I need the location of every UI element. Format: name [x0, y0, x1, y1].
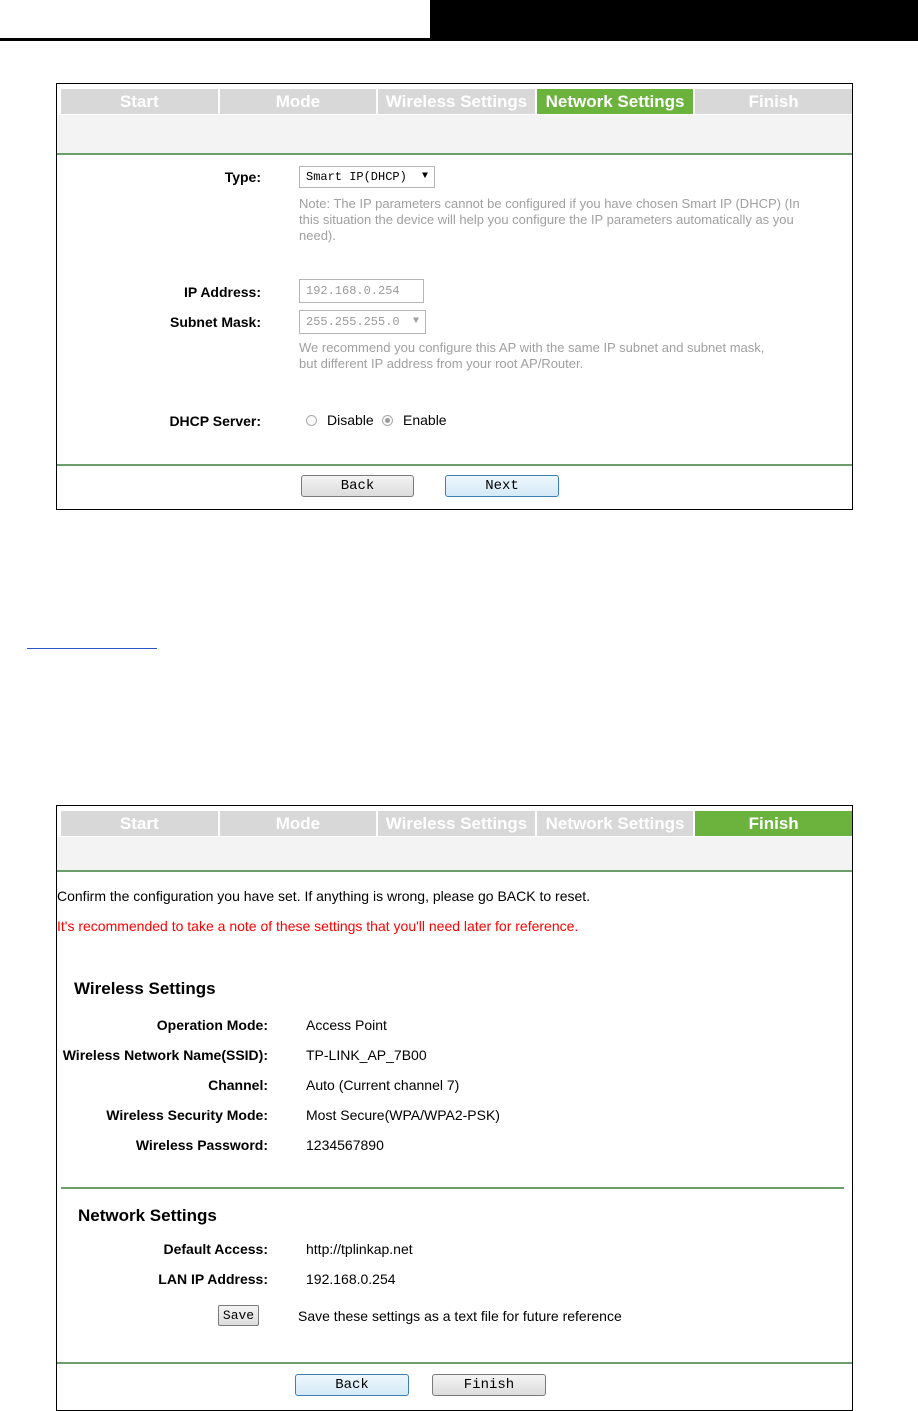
channel-value: Auto (Current channel 7)	[306, 1077, 460, 1093]
wizard-steps	[61, 811, 852, 836]
ip-address-input[interactable]: 192.168.0.254	[299, 279, 424, 303]
next-button[interactable]: Next	[445, 475, 559, 497]
step-finish: Finish	[693, 811, 852, 836]
step-network-settings: Network Settings	[535, 811, 694, 836]
subnet-mask-note: We recommend you configure this AP with the same IP subnet and subnet mask, but different IP address from your root AP/Router.	[299, 340, 765, 371]
divider	[61, 1187, 844, 1189]
header-rule	[0, 38, 430, 41]
subnet-mask-label: Subnet Mask:	[169, 314, 261, 330]
divider	[57, 464, 852, 466]
step-start: Start	[119, 92, 159, 111]
link-underline	[27, 648, 157, 649]
default-access-value: http://tplinkap.net	[306, 1241, 413, 1257]
type-select-value: Smart IP(DHCP)	[306, 170, 407, 184]
step-finish: Finish	[693, 89, 852, 114]
confirm-text: Confirm the configuration you have set. If anything is wrong, please go BACK to reset.	[57, 888, 591, 904]
lan-ip-value: 192.168.0.254	[306, 1271, 396, 1287]
network-settings-title: Network Settings	[78, 1206, 217, 1225]
channel-label: Channel:	[208, 1077, 268, 1093]
step-mode: Mode	[218, 89, 377, 114]
subnet-mask-value: 255.255.255.0	[306, 315, 400, 329]
step-wireless-settings: Wireless Settings	[376, 89, 535, 114]
header-band	[57, 837, 852, 870]
dhcp-disable-label: Disable	[327, 412, 374, 428]
warning-text: It's recommended to take a note of these settings that you'll need later for reference.	[57, 918, 579, 934]
dhcp-enable-label: Enable	[403, 412, 447, 428]
operation-mode-value: Access Point	[306, 1017, 387, 1033]
security-mode-value: Most Secure(WPA/WPA2-PSK)	[306, 1107, 500, 1123]
finish-button[interactable]: Finish	[432, 1374, 546, 1396]
operation-mode-label: Operation Mode:	[156, 1017, 268, 1033]
step-network-settings: Network Settings	[535, 89, 694, 114]
finish-panel	[56, 805, 853, 1411]
step-mode: Mode	[218, 811, 377, 836]
subnet-mask-select[interactable]	[299, 310, 426, 334]
dhcp-server-label: DHCP Server:	[169, 413, 261, 429]
default-access-label: Default Access:	[163, 1241, 268, 1257]
ssid-value: TP-LINK_AP_7B00	[306, 1047, 427, 1063]
ip-address-label: IP Address:	[183, 284, 261, 300]
divider	[57, 1362, 852, 1364]
back-button[interactable]: Back	[295, 1374, 409, 1396]
header-band	[57, 115, 852, 153]
password-label: Wireless Password:	[135, 1137, 268, 1153]
back-button[interactable]: Back	[301, 475, 414, 497]
save-button[interactable]: Save	[218, 1305, 259, 1326]
type-note: Note: The IP parameters cannot be configured if you have chosen Smart IP (DHCP) (In this situation the device will help you configure the IP parameters automatically as you need).	[299, 196, 800, 243]
type-select[interactable]	[299, 166, 435, 188]
network-settings-panel	[56, 83, 853, 510]
divider	[57, 153, 852, 155]
type-label: Type:	[224, 169, 261, 185]
wizard-steps	[61, 89, 852, 114]
chevron-down-icon: ▼	[412, 316, 419, 327]
dhcp-enable-radio[interactable]	[382, 415, 393, 426]
save-description: Save these settings as a text file for future reference	[298, 1308, 622, 1324]
step-start: Start	[119, 814, 159, 833]
dhcp-disable-radio[interactable]	[306, 415, 317, 426]
divider	[57, 870, 852, 872]
lan-ip-label: LAN IP Address:	[158, 1271, 268, 1287]
wireless-settings-title: Wireless Settings	[74, 979, 216, 998]
ssid-label: Wireless Network Name(SSID):	[62, 1047, 268, 1063]
header-black-bar	[430, 0, 918, 41]
step-wireless-settings: Wireless Settings	[376, 811, 535, 836]
password-value: 1234567890	[306, 1137, 384, 1153]
chevron-down-icon: ▼	[421, 171, 428, 182]
security-mode-label: Wireless Security Mode:	[106, 1107, 268, 1123]
